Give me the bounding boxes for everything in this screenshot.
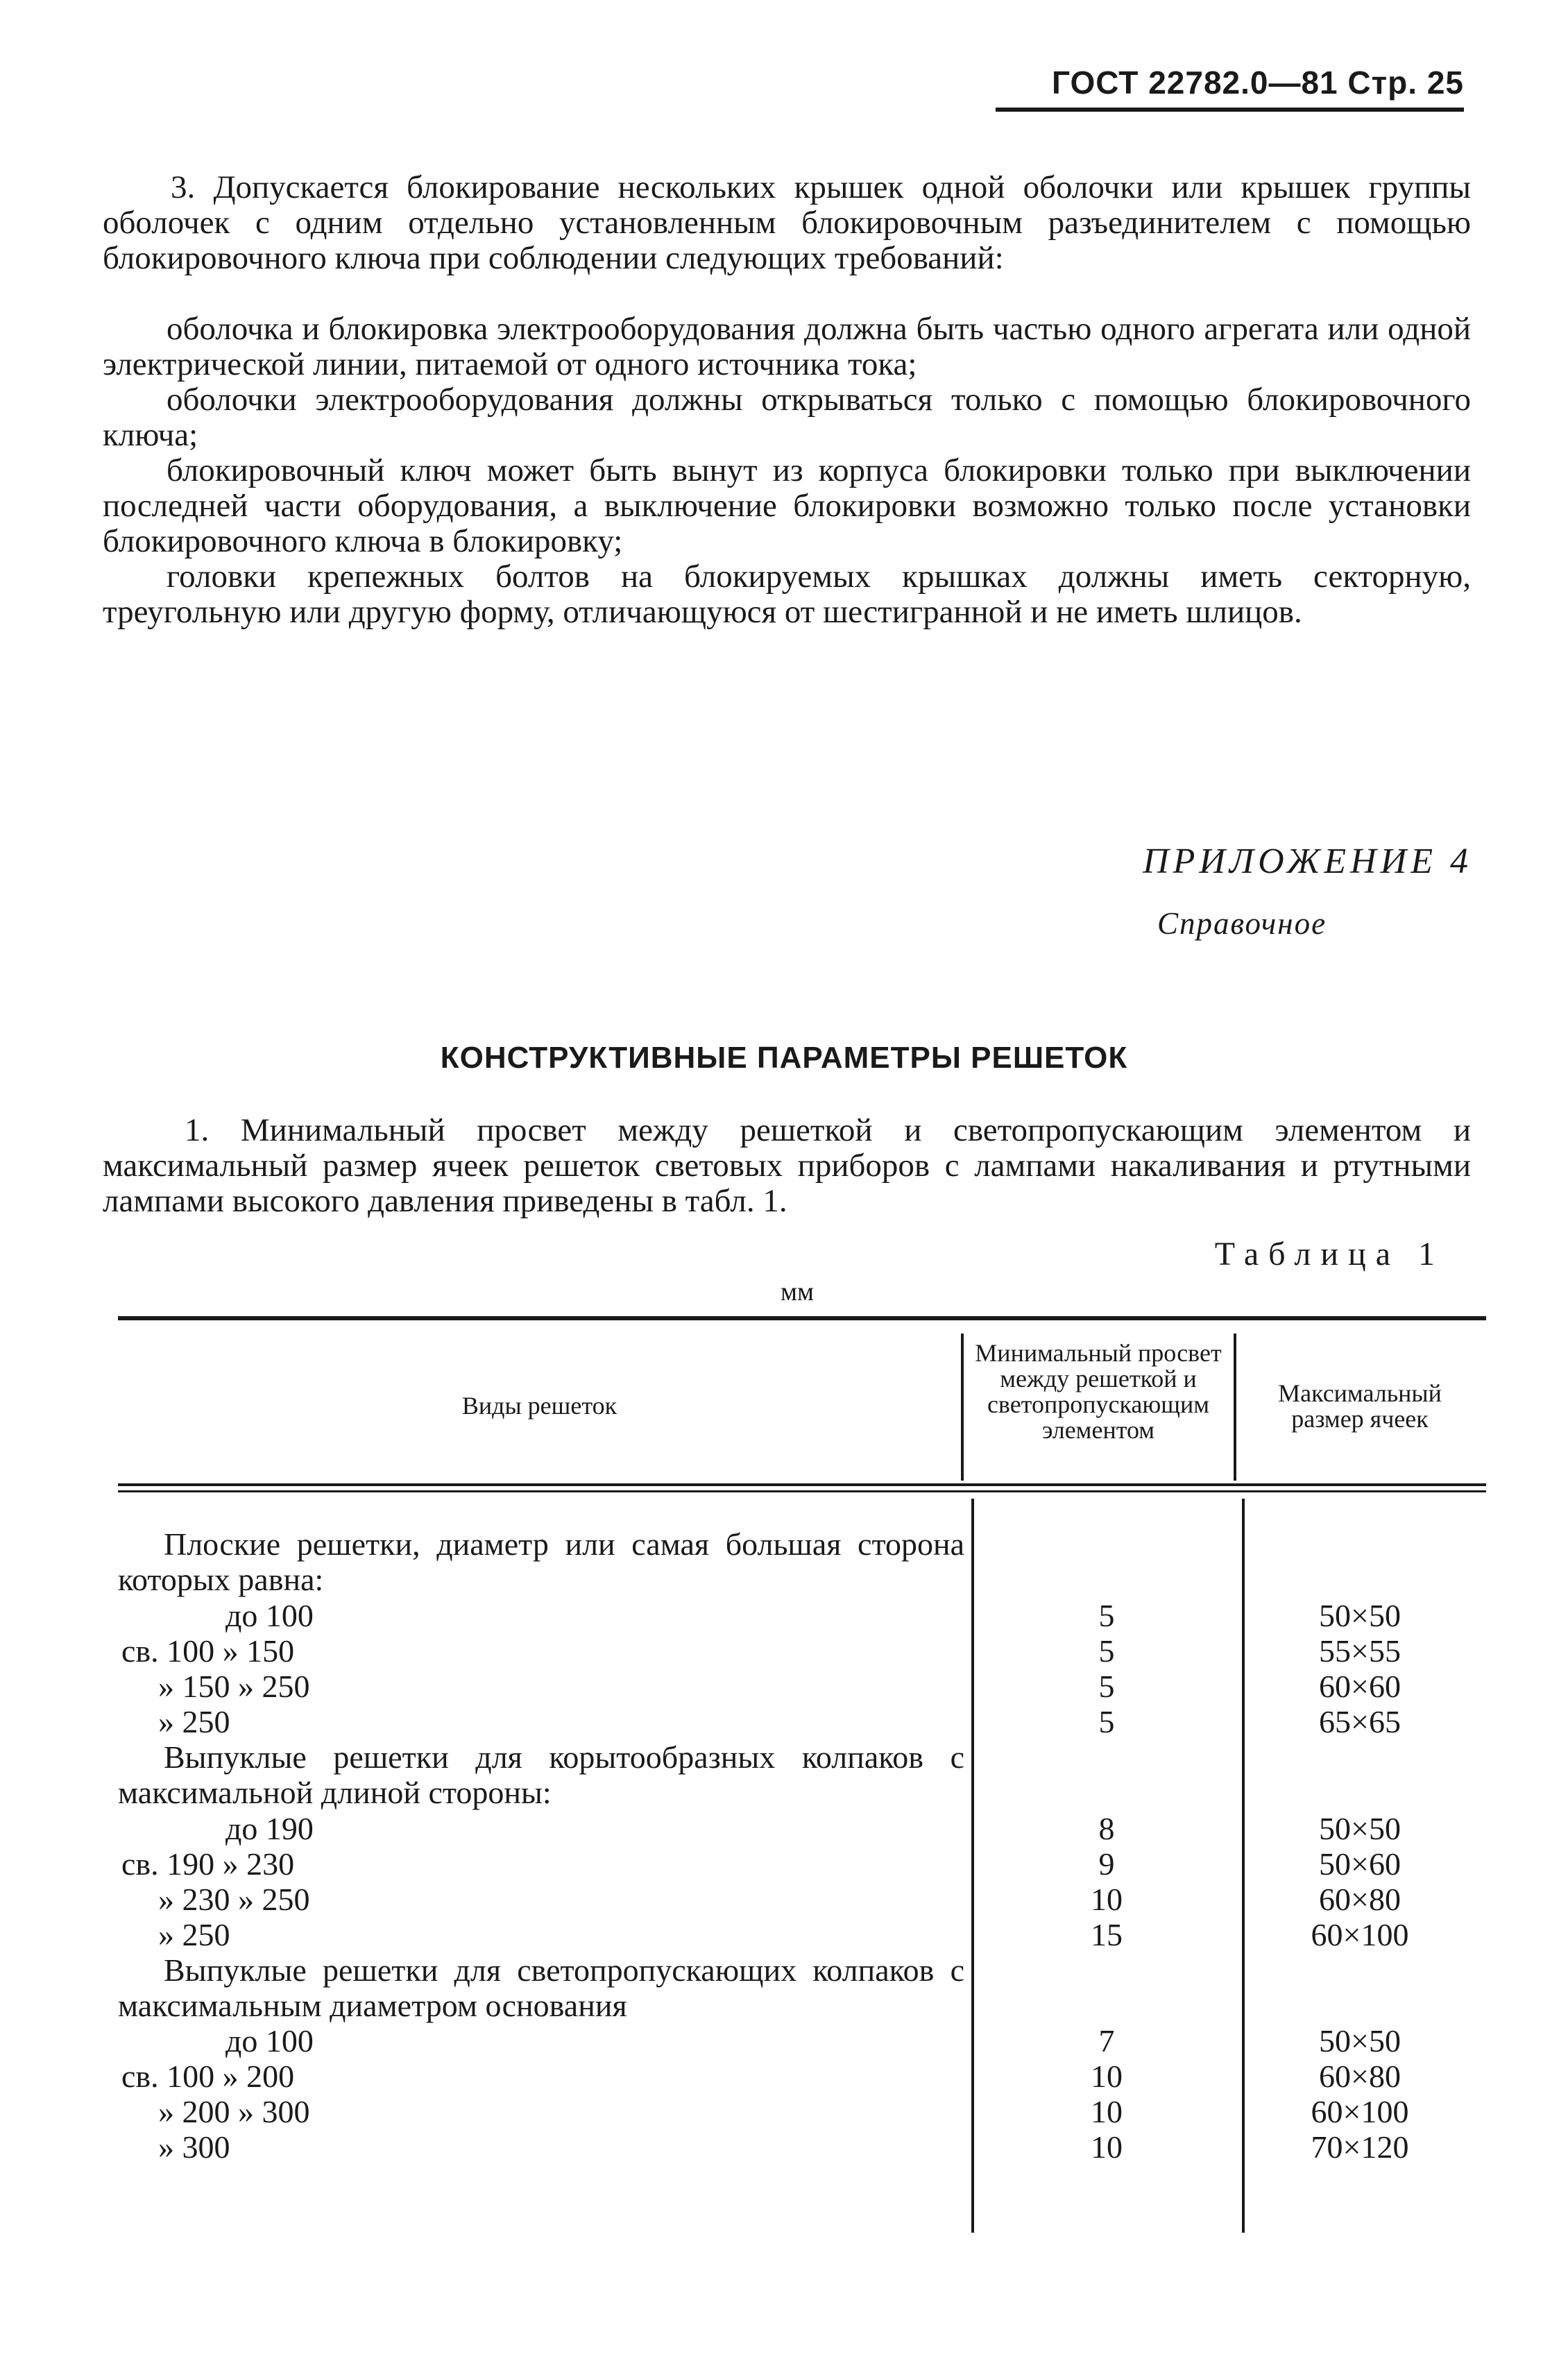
table-row-clearance: 10 [1091,2059,1123,2094]
table-row-label: св. 100 » 150 [121,1633,295,1669]
table-row-clearance: 10 [1091,1882,1123,1917]
appendix-title: ПРИЛОЖЕНИЕ 4 [1143,842,1472,881]
table-row-clearance: 5 [1098,1669,1115,1704]
table-row-clearance: 10 [1091,2094,1123,2129]
table-row-cell-size: 55×55 [1319,1633,1401,1669]
table-row-clearance: 10 [1091,2129,1123,2165]
appendix-kind: Справочное [1157,906,1327,941]
table-header-divider-1 [961,1334,964,1481]
clause3-intro: 3. Допускается блокирование нескольких крышек одной оболочки или крышек группы оболочек с одним отдельно установленным блокировочным разъединителем с помощью блокировочного ключа при соблюдении следующих требований: [103,169,1471,276]
table-row-cell-size: 50×60 [1319,1846,1401,1882]
clause3-item-4: головки крепежных болтов на блокируемых крышках должны иметь секторную, треугольную или другую форму, отличающуюся от шестигранной и не иметь шлицов. [103,559,1471,630]
table-caption: Таблица 1 [1214,1236,1445,1272]
table-row-clearance: 8 [1098,1811,1115,1846]
table-row-label: » 150 » 250 [158,1669,310,1704]
header-rule [996,108,1464,112]
table-row-label: » 250 [158,1917,230,1952]
clause3-item-2: оболочки электрооборудования должны открываться только с помощью блокировочного ключа; [103,382,1471,453]
table-row-clearance: 9 [1098,1846,1115,1882]
table-group-label: Плоские решетки, диаметр или самая большая сторона которых равна: [118,1526,964,1597]
table-row-cell-size: 50×50 [1319,1811,1401,1846]
table-row-label: св. 100 » 200 [121,2059,295,2094]
section-title: КОНСТРУКТИВНЫЕ ПАРАМЕТРЫ РЕШЕТОК [440,1041,1128,1075]
table-row-label: » 300 [158,2129,230,2165]
table-units: мм [781,1277,815,1306]
table-group-label: Выпуклые решетки для корытообразных колпаков с максимальной длиной стороны: [118,1739,964,1810]
table-row-cell-size: 65×65 [1319,1704,1401,1739]
table-row-clearance: 5 [1098,1598,1115,1633]
table-row-cell-size: 60×100 [1311,2094,1409,2129]
table-header-clearance: Минимальный просвет между решеткой и светопропускающим элементом [975,1339,1222,1444]
table-row-clearance: 5 [1098,1633,1115,1669]
table-row-clearance: 5 [1098,1704,1115,1739]
table-header-rule-1 [118,1483,1486,1486]
table-row-cell-size: 50×50 [1319,1598,1401,1633]
table-row-cell-size: 50×50 [1319,2023,1401,2059]
table-row-cell-size: 60×80 [1319,1882,1401,1917]
table-row-label: » 200 » 300 [158,2094,310,2129]
table-row-label: » 230 » 250 [158,1882,310,1917]
table-row-label: до 100 [225,1598,314,1633]
table-row-label: св. 190 » 230 [121,1846,295,1882]
clause3-item-1: оболочка и блокировка электрооборудования должна быть частью одного агрегата или одной электрической линии, питаемой от одного источника тока; [103,311,1471,382]
table-header-cell-size: Максимальный размер ячеек [1278,1379,1442,1433]
table-row-label: до 190 [225,1811,314,1846]
table-row-label: » 250 [158,1704,230,1739]
clause3-item-3: блокировочный ключ может быть вынут из корпуса блокировки только при выключении последней части оборудования, а выключение блокировки возможно только после установки блокировочного ключа в блокировку; [103,452,1471,559]
table-header-rule-2 [118,1490,1486,1492]
table-row-label: до 100 [225,2023,314,2059]
table-row-cell-size: 70×120 [1311,2129,1409,2165]
table-group-label: Выпуклые решетки для светопропускающих колпаков с максимальным диаметром основания [118,1952,964,2023]
table-row-clearance: 7 [1098,2023,1115,2059]
table-row-clearance: 15 [1091,1917,1123,1952]
table-row-cell-size: 60×80 [1319,2059,1401,2094]
table-row-cell-size: 60×60 [1319,1669,1401,1704]
table-top-rule [118,1316,1486,1320]
table-header-divider-2 [1234,1334,1236,1481]
table-row-cell-size: 60×100 [1311,1917,1409,1952]
section-para-1: 1. Минимальный просвет между решеткой и светопропускающим элементом и максимальный размер ячеек решеток световых приборов с лампами накаливания и ртутными лампами высокого давления приведены в табл. 1. [103,1112,1471,1219]
table-header-types: Виды решеток [461,1392,617,1420]
page-header: ГОСТ 22782.0—81 Стр. 25 [1051,65,1464,101]
